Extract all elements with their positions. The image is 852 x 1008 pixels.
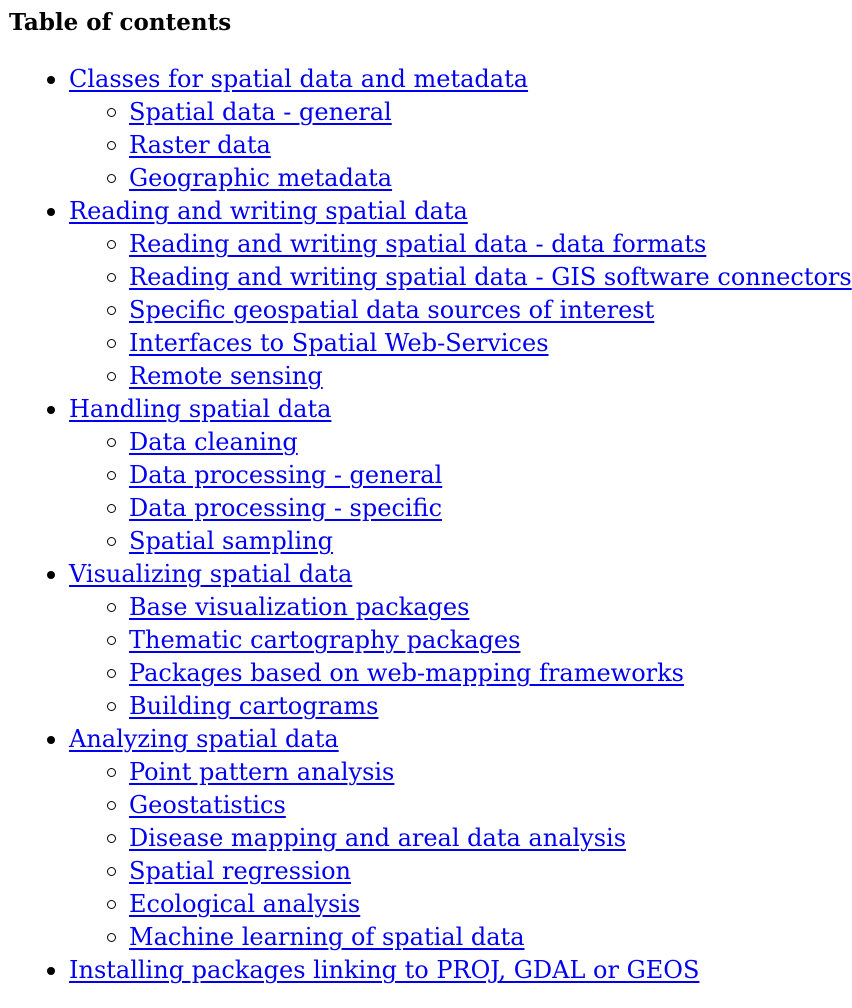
toc-sublist <box>0 96 751 195</box>
toc-link-reading-and-writing-spatial-data-data-formats[interactable]: Reading and writing spatial data - data formats <box>129 230 707 258</box>
toc-subitem <box>0 327 751 360</box>
toc-subitem-row <box>0 756 751 789</box>
toc-section-row <box>0 63 751 96</box>
circle-bullet-icon <box>107 867 116 876</box>
toc-link-geographic-metadata[interactable]: Geographic metadata <box>129 164 393 192</box>
toc-subitem-row <box>0 294 751 327</box>
circle-bullet-icon <box>107 603 116 612</box>
toc-subitem-row <box>0 822 751 855</box>
toc-link-spatial-data-general[interactable]: Spatial data - general <box>129 98 392 126</box>
toc-link-data-processing-specific[interactable]: Data processing - specific <box>129 494 443 522</box>
circle-bullet-icon <box>107 834 116 843</box>
toc-link-interfaces-to-spatial-web-services[interactable]: Interfaces to Spatial Web-Services <box>129 329 549 357</box>
circle-bullet-icon <box>107 504 116 513</box>
circle-bullet-icon <box>107 768 116 777</box>
circle-bullet-icon <box>107 273 116 282</box>
toc-section-visualizing-spatial-data <box>0 558 751 723</box>
toc-link-raster-data[interactable]: Raster data <box>129 131 271 159</box>
toc-link-packages-based-on-web-mapping-frameworks[interactable]: Packages based on web-mapping frameworks <box>129 659 684 687</box>
toc-sublist <box>0 591 751 723</box>
toc-link-spatial-sampling[interactable]: Spatial sampling <box>129 527 333 555</box>
toc-section-row <box>0 195 751 228</box>
toc-subitem <box>0 921 751 954</box>
toc-link-thematic-cartography-packages[interactable]: Thematic cartography packages <box>129 626 521 654</box>
toc-section-handling-spatial-data <box>0 393 751 558</box>
toc-subitem <box>0 855 751 888</box>
toc-subitem <box>0 228 751 261</box>
toc-link-remote-sensing[interactable]: Remote sensing <box>129 362 323 390</box>
toc-subitem-row <box>0 921 751 954</box>
circle-bullet-icon <box>107 372 116 381</box>
toc-link-data-processing-general[interactable]: Data processing - general <box>129 461 443 489</box>
circle-bullet-icon <box>107 471 116 480</box>
toc-subitem-row <box>0 789 751 822</box>
toc-subitem <box>0 360 751 393</box>
toc-sublist <box>0 228 852 393</box>
circle-bullet-icon <box>107 240 116 249</box>
toc-subitem <box>0 261 852 294</box>
toc-section-classes-for-spatial-data-and-metadata <box>0 63 751 195</box>
toc-subitem-row <box>0 459 751 492</box>
circle-bullet-icon <box>107 339 116 348</box>
toc-link-handling-spatial-data[interactable]: Handling spatial data <box>69 395 332 423</box>
circle-bullet-icon <box>107 900 116 909</box>
toc-section-analyzing-spatial-data <box>0 723 751 954</box>
toc-link-point-pattern-analysis[interactable]: Point pattern analysis <box>129 758 395 786</box>
disc-bullet-icon <box>47 967 55 975</box>
circle-bullet-icon <box>107 636 116 645</box>
disc-bullet-icon <box>47 571 55 579</box>
toc-subitem-row <box>0 657 751 690</box>
toc-subitem <box>0 294 751 327</box>
toc-subitem-row <box>0 360 751 393</box>
toc-link-base-visualization-packages[interactable]: Base visualization packages <box>129 593 470 621</box>
toc-subitem-row <box>0 261 852 294</box>
toc-sublist <box>0 426 751 558</box>
toc-subitem <box>0 822 751 855</box>
toc-subitem <box>0 426 751 459</box>
toc-section-row <box>0 723 751 756</box>
circle-bullet-icon <box>107 108 116 117</box>
toc-subitem <box>0 162 751 195</box>
toc-link-disease-mapping-and-areal-data-analysis[interactable]: Disease mapping and areal data analysis <box>129 824 627 852</box>
circle-bullet-icon <box>107 537 116 546</box>
circle-bullet-icon <box>107 174 116 183</box>
toc-subitem-row <box>0 888 751 921</box>
toc-subitem-row <box>0 690 751 723</box>
toc-link-installing-packages-linking-to-proj-gdal-or-geos[interactable]: Installing packages linking to PROJ, GDAL or GEOS <box>69 956 700 984</box>
toc-subitem-row <box>0 129 751 162</box>
circle-bullet-icon <box>107 933 116 942</box>
toc-subitem <box>0 690 751 723</box>
toc-sublist <box>0 756 751 954</box>
disc-bullet-icon <box>47 76 55 84</box>
toc-subitem-row <box>0 327 751 360</box>
disc-bullet-icon <box>47 208 55 216</box>
circle-bullet-icon <box>107 306 116 315</box>
toc-section-row <box>0 954 751 987</box>
toc-link-analyzing-spatial-data[interactable]: Analyzing spatial data <box>69 725 339 753</box>
toc-subitem-row <box>0 96 751 129</box>
circle-bullet-icon <box>107 702 116 711</box>
toc-subitem-row <box>0 492 751 525</box>
toc-subitem <box>0 591 751 624</box>
toc-link-reading-and-writing-spatial-data-gis-software-connectors[interactable]: Reading and writing spatial data - GIS software connectors <box>129 263 852 291</box>
circle-bullet-icon <box>107 669 116 678</box>
toc-list <box>0 63 852 987</box>
toc-subitem-row <box>0 525 751 558</box>
toc-link-visualizing-spatial-data[interactable]: Visualizing spatial data <box>69 560 353 588</box>
toc-subitem <box>0 525 751 558</box>
disc-bullet-icon <box>47 736 55 744</box>
toc-subitem <box>0 624 751 657</box>
toc-subitem-row <box>0 591 751 624</box>
toc-subitem <box>0 756 751 789</box>
toc-section-reading-and-writing-spatial-data <box>0 195 852 393</box>
toc-subitem-row <box>0 162 751 195</box>
toc-subitem-row <box>0 426 751 459</box>
circle-bullet-icon <box>107 801 116 810</box>
toc-heading: Table of contents <box>9 9 232 36</box>
toc-link-data-cleaning[interactable]: Data cleaning <box>129 428 298 456</box>
toc-section-row <box>0 393 751 426</box>
toc-link-spatial-regression[interactable]: Spatial regression <box>129 857 351 885</box>
toc-subitem-row <box>0 228 751 261</box>
toc-link-building-cartograms[interactable]: Building cartograms <box>129 692 379 720</box>
toc-section-installing-packages-linking-to-proj-gdal-or-geos <box>0 954 751 987</box>
toc-link-geostatistics[interactable]: Geostatistics <box>129 791 286 819</box>
toc-subitem-row <box>0 624 751 657</box>
toc-link-classes-for-spatial-data-and-metadata[interactable]: Classes for spatial data and metadata <box>69 65 529 93</box>
toc-subitem <box>0 129 751 162</box>
circle-bullet-icon <box>107 141 116 150</box>
toc-subitem <box>0 789 751 822</box>
toc-link-specific-geospatial-data-sources-of-interest[interactable]: Specific geospatial data sources of interest <box>129 296 655 324</box>
disc-bullet-icon <box>47 406 55 414</box>
toc-subitem <box>0 459 751 492</box>
toc-subitem <box>0 657 751 690</box>
toc-link-reading-and-writing-spatial-data[interactable]: Reading and writing spatial data <box>69 197 468 225</box>
toc-subitem <box>0 96 751 129</box>
toc-subitem <box>0 492 751 525</box>
toc-link-ecological-analysis[interactable]: Ecological analysis <box>129 890 361 918</box>
toc-subitem-row <box>0 855 751 888</box>
circle-bullet-icon <box>107 438 116 447</box>
toc-subitem <box>0 888 751 921</box>
toc-section-row <box>0 558 751 591</box>
toc-link-machine-learning-of-spatial-data[interactable]: Machine learning of spatial data <box>129 923 525 951</box>
